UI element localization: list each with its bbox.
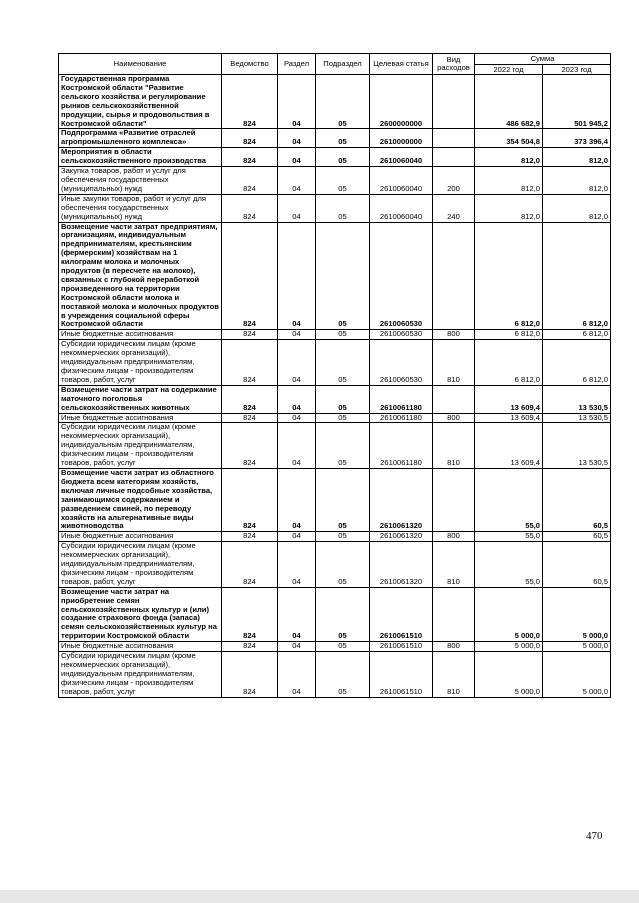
- cell-2022: 354 504,8: [475, 129, 543, 148]
- cell-subsection: 05: [316, 468, 370, 531]
- cell-section: 04: [278, 413, 316, 423]
- cell-name: Закупка товаров, работ и услуг для обеспечения государственных (муниципальных) нужд: [59, 167, 222, 195]
- cell-2023: 13 530,5: [543, 385, 611, 413]
- cell-expense-type: 810: [433, 423, 475, 469]
- table-row: [59, 587, 611, 641]
- cell-2022: 486 682,9: [475, 75, 543, 129]
- cell-section: 04: [278, 542, 316, 588]
- cell-expense-type: 810: [433, 542, 475, 588]
- cell-expense-type: 200: [433, 167, 475, 195]
- cell-expense-type: 240: [433, 194, 475, 222]
- cell-section: 04: [278, 532, 316, 542]
- cell-subsection: 05: [316, 385, 370, 413]
- cell-ministry: 824: [222, 330, 278, 340]
- scan-bottom-strip: [0, 890, 639, 903]
- cell-section: 04: [278, 423, 316, 469]
- cell-2022: 13 609,4: [475, 413, 543, 423]
- header-subsection: Подраздел: [316, 54, 370, 75]
- cell-ministry: 824: [222, 340, 278, 386]
- cell-expense-type: [433, 587, 475, 641]
- cell-ministry: 824: [222, 468, 278, 531]
- cell-expense-type: [433, 468, 475, 531]
- cell-ministry: 824: [222, 148, 278, 167]
- cell-expense-type: 800: [433, 532, 475, 542]
- table-row: [59, 340, 611, 386]
- table-row: [59, 129, 611, 148]
- cell-target: 2610061320: [370, 542, 433, 588]
- cell-2022: 13 609,4: [475, 385, 543, 413]
- cell-subsection: 05: [316, 148, 370, 167]
- cell-name: Государственная программа Костромской области "Развитие сельского хозяйства и регулирование рынков сельскохозяйственной продукции, сырья и продовольствия в Костромской области": [59, 75, 222, 129]
- cell-2022: 6 812,0: [475, 330, 543, 340]
- cell-2023: 60,5: [543, 468, 611, 531]
- cell-name: Субсидии юридическим лицам (кроме некоммерческих организаций), индивидуальным предпринимателям, физическим лицам - производителям товаров, работ, услуг: [59, 652, 222, 698]
- table-row: [59, 468, 611, 531]
- cell-section: 04: [278, 75, 316, 129]
- cell-expense-type: [433, 129, 475, 148]
- cell-target: 2610061510: [370, 587, 433, 641]
- cell-target: 2610061180: [370, 385, 433, 413]
- cell-section: 04: [278, 167, 316, 195]
- table-body: [59, 75, 611, 698]
- cell-section: 04: [278, 385, 316, 413]
- cell-subsection: 05: [316, 423, 370, 469]
- cell-name: Подпрограмма «Развитие отраслей агропромышленного комплекса»: [59, 129, 222, 148]
- cell-name: Субсидии юридическим лицам (кроме некоммерческих организаций), индивидуальным предпринимателям, физическим лицам - производителям товаров, работ, услуг: [59, 423, 222, 469]
- cell-target: 2610060040: [370, 148, 433, 167]
- cell-2023: 5 000,0: [543, 587, 611, 641]
- cell-name: Иные закупки товаров, работ и услуг для обеспечения государственных (муниципальных) нужд: [59, 194, 222, 222]
- cell-target: 2610060530: [370, 340, 433, 386]
- cell-2023: 60,5: [543, 532, 611, 542]
- cell-2023: 501 945,2: [543, 75, 611, 129]
- cell-ministry: 824: [222, 385, 278, 413]
- cell-subsection: 05: [316, 652, 370, 698]
- cell-2022: 55,0: [475, 532, 543, 542]
- cell-section: 04: [278, 330, 316, 340]
- cell-expense-type: 810: [433, 652, 475, 698]
- cell-ministry: 824: [222, 167, 278, 195]
- cell-ministry: 824: [222, 652, 278, 698]
- table-row: [59, 423, 611, 469]
- cell-section: 04: [278, 652, 316, 698]
- cell-subsection: 05: [316, 129, 370, 148]
- cell-ministry: 824: [222, 532, 278, 542]
- cell-2022: 5 000,0: [475, 587, 543, 641]
- budget-table: [58, 53, 611, 698]
- cell-target: 2610061180: [370, 423, 433, 469]
- cell-section: 04: [278, 587, 316, 641]
- cell-ministry: 824: [222, 413, 278, 423]
- cell-expense-type: 800: [433, 413, 475, 423]
- cell-2023: 812,0: [543, 148, 611, 167]
- cell-expense-type: 810: [433, 340, 475, 386]
- cell-subsection: 05: [316, 587, 370, 641]
- header-section: Раздел: [278, 54, 316, 75]
- cell-expense-type: 800: [433, 330, 475, 340]
- cell-expense-type: 800: [433, 642, 475, 652]
- page-number: 470: [586, 830, 603, 842]
- cell-ministry: 824: [222, 75, 278, 129]
- cell-target: 2610061180: [370, 413, 433, 423]
- cell-section: 04: [278, 340, 316, 386]
- cell-2023: 6 812,0: [543, 340, 611, 386]
- cell-subsection: 05: [316, 222, 370, 330]
- cell-2023: 5 000,0: [543, 642, 611, 652]
- cell-name: Возмещение части затрат на содержание маточного поголовья сельскохозяйственных животных: [59, 385, 222, 413]
- cell-target: 2610060530: [370, 222, 433, 330]
- cell-name: Иные бюджетные ассигнования: [59, 330, 222, 340]
- cell-2023: 812,0: [543, 167, 611, 195]
- cell-2022: 5 000,0: [475, 652, 543, 698]
- cell-section: 04: [278, 129, 316, 148]
- cell-name: Возмещение части затрат предприятиям, организациям, индивидуальным предпринимателям, крестьянским (фермерским) хозяйствам на 1 килограмм молока и молочных продуктов (в пересчете на молоко), связанных с глубокой переработкой произведенного на территории Костромской области молока и поставкой молока и молочных продуктов в учреждения социальной сферы Костромской области: [59, 222, 222, 330]
- cell-expense-type: [433, 148, 475, 167]
- cell-name: Возмещение части затрат на приобретение семян сельскохозяйственных культур и (или) создание страхового фонда (запаса) семян сельскохозяйственных культур на территории Костромской области: [59, 587, 222, 641]
- cell-2023: 373 396,4: [543, 129, 611, 148]
- cell-ministry: 824: [222, 542, 278, 588]
- table-row: [59, 413, 611, 423]
- cell-target: 2610061320: [370, 468, 433, 531]
- cell-expense-type: [433, 385, 475, 413]
- cell-name: Иные бюджетные ассигнования: [59, 642, 222, 652]
- cell-target: 2610061510: [370, 652, 433, 698]
- table-row: [59, 194, 611, 222]
- table-row: [59, 330, 611, 340]
- cell-target: 2610000000: [370, 129, 433, 148]
- cell-2023: 6 812,0: [543, 330, 611, 340]
- table-row: [59, 75, 611, 129]
- table-row: [59, 532, 611, 542]
- cell-2023: 812,0: [543, 194, 611, 222]
- header-expense-type: Вид расходов: [433, 54, 475, 75]
- cell-name: Субсидии юридическим лицам (кроме некоммерческих организаций), индивидуальным предпринимателям, физическим лицам - производителям товаров, работ, услуг: [59, 542, 222, 588]
- cell-subsection: 05: [316, 167, 370, 195]
- cell-name: Возмещение части затрат из областного бюджета всем категориям хозяйств, включая личные подсобные хозяйства, занимающимся содержанием и разведением свиней, по переводу хозяйств на альтернативные виды животноводства: [59, 468, 222, 531]
- cell-ministry: 824: [222, 423, 278, 469]
- cell-subsection: 05: [316, 330, 370, 340]
- cell-section: 04: [278, 194, 316, 222]
- table-row: [59, 642, 611, 652]
- cell-name: Субсидии юридическим лицам (кроме некоммерческих организаций), индивидуальным предпринимателям, физическим лицам - производителям товаров, работ, услуг: [59, 340, 222, 386]
- table-row: [59, 148, 611, 167]
- cell-ministry: 824: [222, 222, 278, 330]
- cell-section: 04: [278, 642, 316, 652]
- table-row: [59, 652, 611, 698]
- budget-page: [58, 53, 610, 698]
- cell-2023: 5 000,0: [543, 652, 611, 698]
- cell-subsection: 05: [316, 340, 370, 386]
- cell-name: Иные бюджетные ассигнования: [59, 532, 222, 542]
- cell-target: 2610061510: [370, 642, 433, 652]
- cell-ministry: 824: [222, 587, 278, 641]
- cell-2022: 55,0: [475, 468, 543, 531]
- cell-section: 04: [278, 468, 316, 531]
- cell-2022: 812,0: [475, 194, 543, 222]
- cell-expense-type: [433, 75, 475, 129]
- table-row: [59, 167, 611, 195]
- header-sum: Сумма: [475, 54, 611, 65]
- cell-target: 2610060040: [370, 194, 433, 222]
- cell-section: 04: [278, 222, 316, 330]
- cell-subsection: 05: [316, 75, 370, 129]
- cell-2022: 5 000,0: [475, 642, 543, 652]
- cell-ministry: 824: [222, 194, 278, 222]
- cell-target: 2610061320: [370, 532, 433, 542]
- cell-2022: 55,0: [475, 542, 543, 588]
- cell-subsection: 05: [316, 532, 370, 542]
- cell-section: 04: [278, 148, 316, 167]
- cell-name: Иные бюджетные ассигнования: [59, 413, 222, 423]
- cell-expense-type: [433, 222, 475, 330]
- cell-subsection: 05: [316, 194, 370, 222]
- cell-2023: 13 530,5: [543, 413, 611, 423]
- cell-subsection: 05: [316, 542, 370, 588]
- header-target: Целевая статья: [370, 54, 433, 75]
- table-row: [59, 542, 611, 588]
- table-row: [59, 385, 611, 413]
- header-year-2023: 2023 год: [543, 65, 611, 75]
- table-row: [59, 222, 611, 330]
- cell-name: Мероприятия в области сельскохозяйственного производства: [59, 148, 222, 167]
- cell-2022: 13 609,4: [475, 423, 543, 469]
- cell-subsection: 05: [316, 642, 370, 652]
- cell-2023: 6 812,0: [543, 222, 611, 330]
- cell-2023: 13 530,5: [543, 423, 611, 469]
- cell-subsection: 05: [316, 413, 370, 423]
- cell-2022: 6 812,0: [475, 222, 543, 330]
- cell-ministry: 824: [222, 129, 278, 148]
- cell-target: 2610060530: [370, 330, 433, 340]
- header-year-2022: 2022 год: [475, 65, 543, 75]
- cell-2022: 812,0: [475, 167, 543, 195]
- header-ministry: Ведомство: [222, 54, 278, 75]
- cell-2022: 6 812,0: [475, 340, 543, 386]
- cell-ministry: 824: [222, 642, 278, 652]
- cell-target: 2610060040: [370, 167, 433, 195]
- cell-target: 2600000000: [370, 75, 433, 129]
- cell-2022: 812,0: [475, 148, 543, 167]
- header-name: Наименование: [59, 54, 222, 75]
- cell-2023: 60,5: [543, 542, 611, 588]
